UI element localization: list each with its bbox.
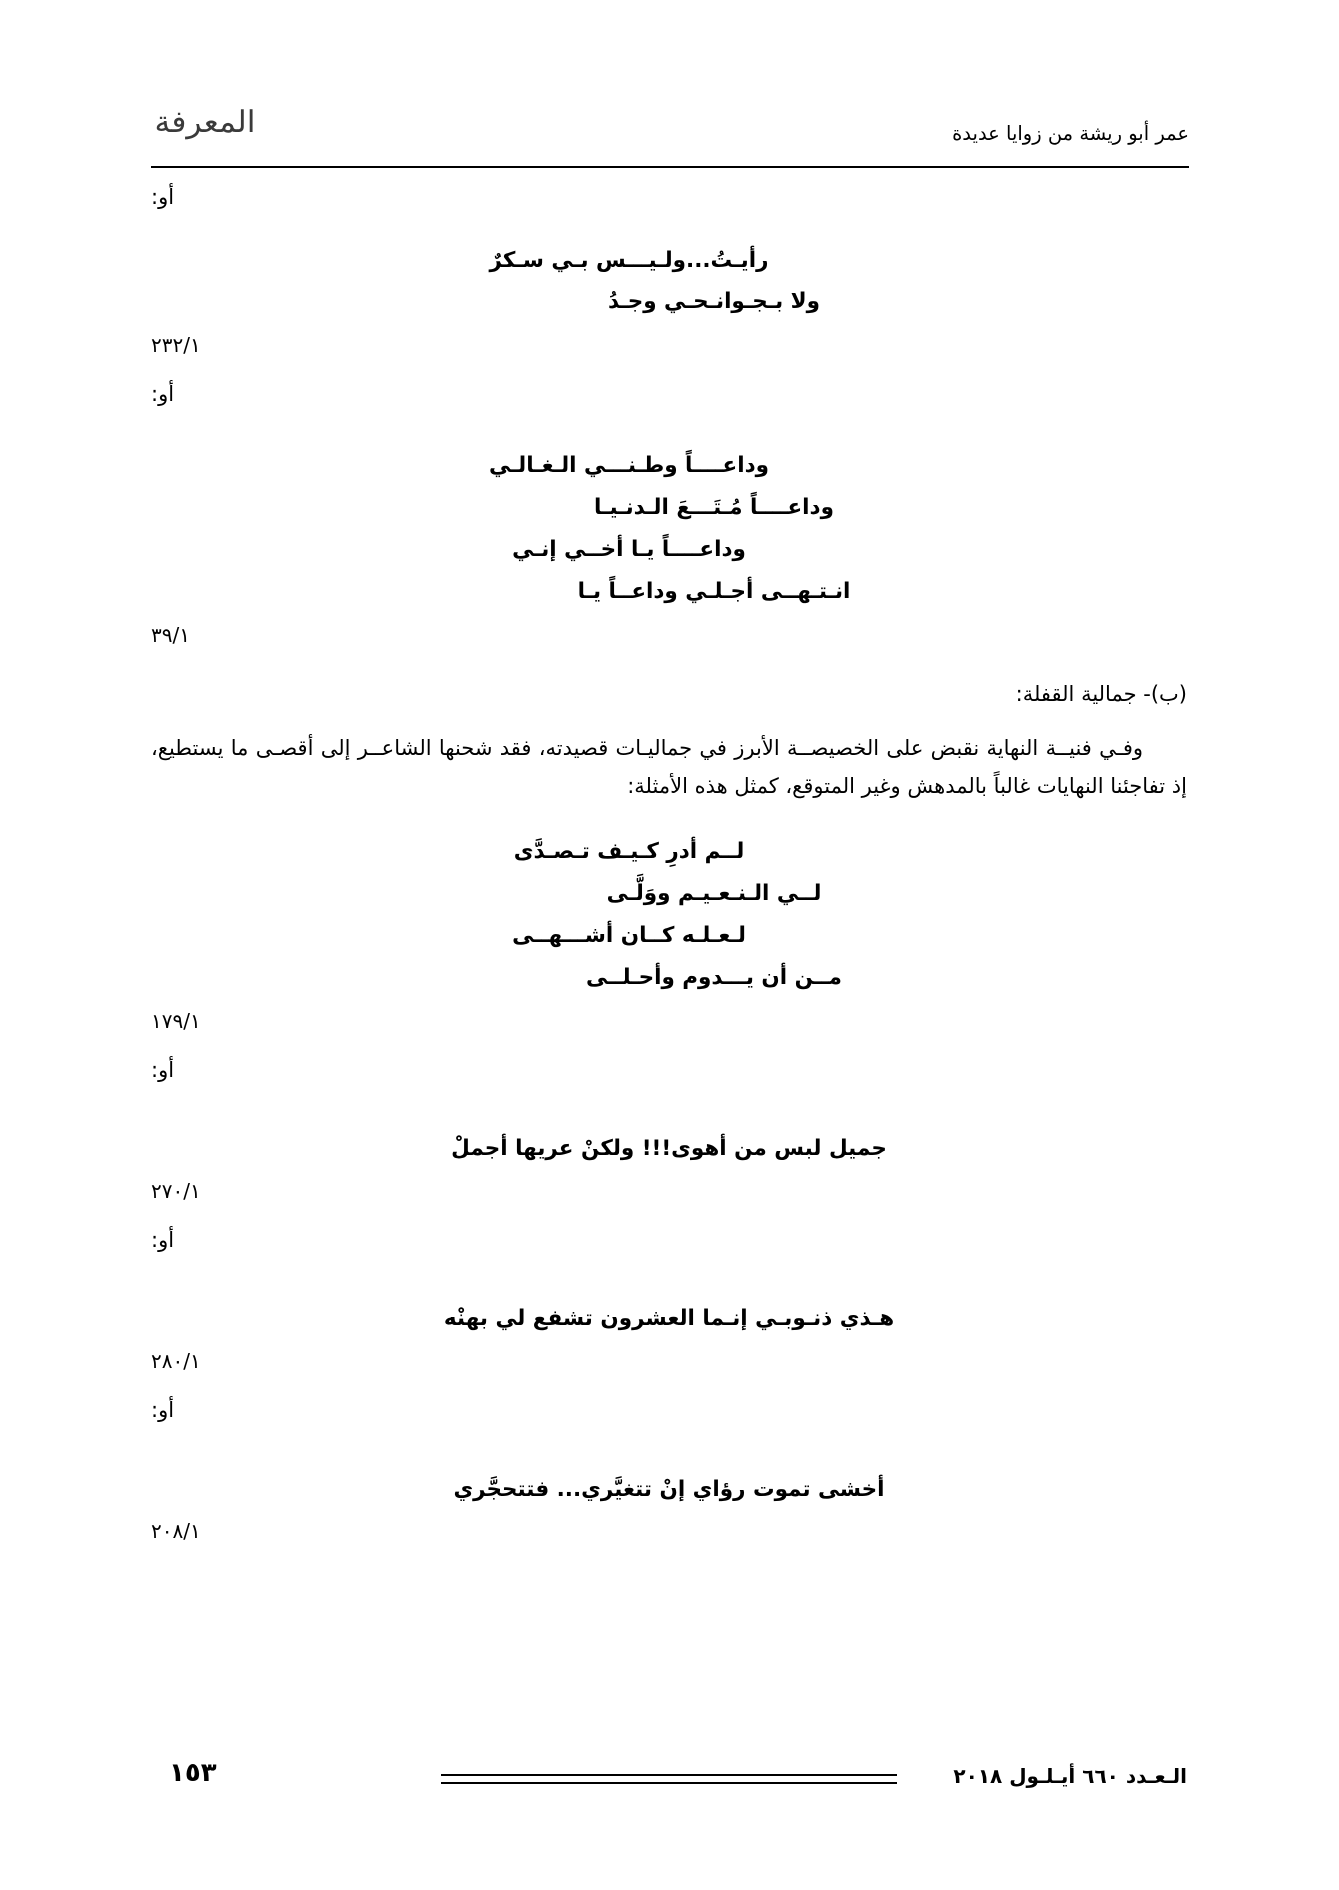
verse-reference: ٢٠٨/١ [151,1519,201,1544]
verse-line: لـعـلـه كــان أشـــهــى [512,922,746,948]
verse-line: أخشى تموت رؤاي إنْ تتغيَّري... فتتحجَّري [453,1476,885,1502]
verse-line: وداعــــاً مُـتَـــعَ الـدنـيـا [594,494,834,520]
verse-reference: ٢٧٠/١ [151,1178,201,1203]
verse-line: وداعــــاً يـا أخــي إنـي [512,536,746,562]
verse-reference: ٢٣٢/١ [151,333,201,358]
running-head [150,105,1189,166]
verse-reference: ٣٩/١ [151,622,190,647]
magazine-logo-text: المعرفة [154,105,256,140]
running-head-title: عمر أبو ريشة من زوايا عديدة [952,122,1189,145]
verse-line: هـذي ذنـوبـي إنـما العشرون تشفع لي بهنْه [443,1306,895,1332]
verse-line: ولا بـجـوانـحـي وجـدُ [607,289,821,315]
or-label-3: أو: [151,1057,175,1082]
or-label-2: أو: [151,382,175,407]
footer-page-number: ١٥٣ [169,1758,217,1788]
magazine-logo [150,105,260,140]
footer-rule [441,1774,897,1784]
verse-block-1 [151,240,1187,324]
page-content [151,182,1187,1547]
verse-block-2 [151,445,1187,613]
verse-line: مــن أن يـــدوم وأحـلــى [586,964,842,990]
verse-line: وداعــــاً وطـنـــي الـغـالـي [489,452,769,478]
verse-reference: ٢٨٠/١ [151,1349,201,1374]
verse-line: لــم أدرِ كـيـف تـصـدَّى [513,838,745,864]
verse-reference: ١٧٩/١ [151,1008,201,1033]
or-label-4: أو: [151,1227,175,1252]
footer-rule-bottom [441,1782,897,1784]
verse-block-3 [151,831,1187,999]
paragraph-text: وفـي فنيــة النهاية نقبض على الخصيصــة الأبرز في جماليـات قصيدته، فقد شحنها الشاعــر إلى أقصـى ما يستطيع، إذ تفاجئنا النهايات غالباً بالمدهش وغير المتوقع، كمثل هذه الأمثلة: [151,736,1187,798]
verse-line: رأيـتُ...ولـيـــس بـي سـكرٌ [489,247,769,273]
or-label-1: أو: [151,185,175,209]
or-label-5: أو: [151,1398,175,1423]
verse-line: انـتـهــى أجـلـي وداعــاً يـا [577,578,851,604]
page-footer [151,1758,1187,1804]
verse-line: جميل لبس من أهوى!!! ولكنْ عريها أجملْ [451,1136,887,1162]
section-heading-qafla: (ب)- جمالية القفلة: [1015,681,1187,706]
body-paragraph [151,730,1187,805]
verse-line: لــي الـنـعـيـم ووَلَّـى [606,880,822,906]
header-rule [151,166,1189,168]
footer-issue-line: الـعـدد ٦٦٠ أيـلـول ٢٠١٨ [953,1764,1187,1788]
footer-rule-top [441,1774,897,1776]
